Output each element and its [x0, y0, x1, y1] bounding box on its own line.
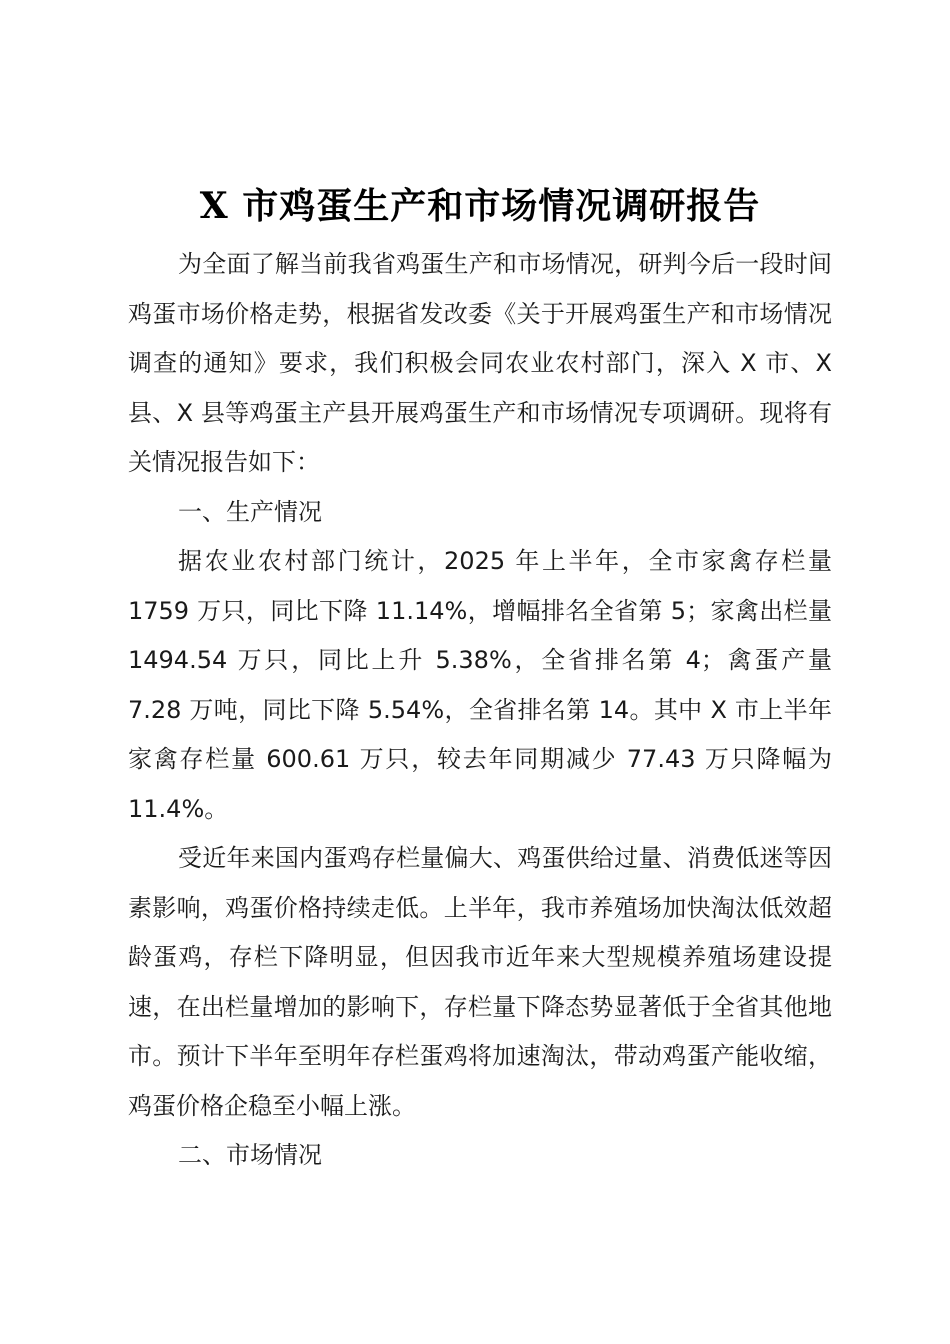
- section-heading-market: 二、市场情况: [178, 1141, 322, 1169]
- intro-paragraph: 为全面了解当前我省鸡蛋生产和市场情况，研判今后一段时间鸡蛋市场价格走势，根据省发改委《关于开展鸡蛋生产和市场情况调查的通知》要求，我们积极会同农业农村部门，深入 X 市、X 县、X 县等鸡蛋主产县开展鸡蛋生产和市场情况专项调研。现将有关情况报告如下：: [128, 250, 832, 476]
- production-analysis-paragraph: 受近年来国内蛋鸡存栏量偏大、鸡蛋供给过量、消费低迷等因素影响，鸡蛋价格持续走低。上半年，我市养殖场加快淘汰低效超龄蛋鸡，存栏下降明显，但因我市近年来大型规模养殖场建设提速，在出栏量增加的影响下，存栏量下降态势显著低于全省其他地市。预计下半年至明年存栏蛋鸡将加速淘汰，带动鸡蛋产能收缩，鸡蛋价格企稳至小幅上涨。: [128, 844, 832, 1120]
- production-statistics-paragraph: 据农业农村部门统计，2025 年上半年，全市家禽存栏量 1759 万只，同比下降 11.14%，增幅排名全省第 5；家禽出栏量 1494.54 万只，同比上升 5.38%，全省排名第 4；禽蛋产量 7.28 万吨，同比下降 5.54%，全省排名第 14。其中 X 市上半年家禽存栏量 600.61 万只，较去年同期减少 77.43 万只降幅为 11.4%。: [128, 547, 832, 823]
- document-title: X 市鸡蛋生产和市场情况调研报告: [199, 185, 761, 227]
- section-heading-production: 一、生产情况: [178, 497, 322, 526]
